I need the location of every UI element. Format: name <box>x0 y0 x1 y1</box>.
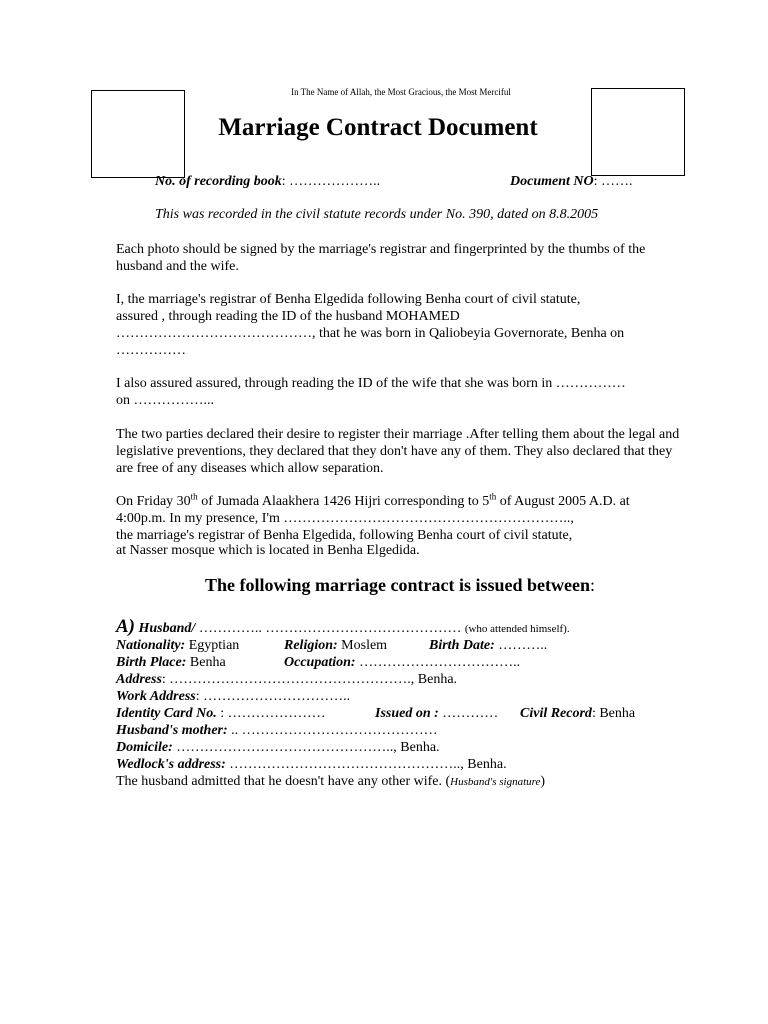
issued-on-label: Issued on : <box>375 706 439 721</box>
address-value: : ……………………………………………., Benha. <box>161 672 458 687</box>
no-other-wife-end: ) <box>540 774 546 789</box>
friday-sup-2: th <box>489 491 497 502</box>
id-card-value: : ………………… <box>216 706 326 721</box>
recording-book-label: No. of recording book <box>155 174 282 189</box>
friday-line-3: the marriage's registrar of Benha Elgedida, following Benha court of civil statute, <box>116 528 573 543</box>
friday-text-b: of Jumada Alaakhera 1426 Hijri corresponding to 5 <box>197 494 490 509</box>
civil-record-field <box>520 705 635 722</box>
issued-on-value: ………… <box>438 706 499 721</box>
registrar-line-1: I, the marriage's registrar of Benha Elgedida following Benha court of civil statute, <box>116 292 581 307</box>
husband-label: Husband/ <box>135 621 196 636</box>
wedlock-address-label: Wedlock's address: <box>116 757 226 772</box>
work-address-label: Work Address <box>116 689 196 704</box>
registrar-line-4: …………… <box>116 343 186 358</box>
work-address-value: : ………………………….. <box>195 689 351 704</box>
registrar-line-3: ……………………………………, that he was born in Qaliobeyia Governorate, Benha on <box>116 326 625 341</box>
religion-label: Religion: <box>284 638 338 653</box>
document-number-label: Document NO <box>510 174 594 189</box>
birth-date-field <box>429 637 547 654</box>
nationality-line <box>116 637 239 654</box>
document-number-value: : ……. <box>593 174 633 189</box>
section-title <box>0 575 768 596</box>
husband-header-line <box>116 617 570 639</box>
occupation-label: Occupation: <box>284 655 356 670</box>
id-card-label: Identity Card No. <box>116 706 217 721</box>
address-line <box>116 671 457 688</box>
husband-name-dots: ………….. …………………………………… <box>195 621 465 636</box>
husband-letter: A) <box>116 616 135 637</box>
birth-place-line <box>116 654 226 671</box>
bismillah-line: In The Name of Allah, the Most Gracious, the Most Merciful <box>291 87 511 97</box>
wife-line-1: I also assured assured, through reading the ID of the wife that she was born in …………… <box>116 376 626 391</box>
registrar-line-2: assured , through reading the ID of the husband MOHAMED <box>116 309 460 324</box>
issued-on-field <box>375 705 498 722</box>
recording-book-line <box>155 174 380 190</box>
wedlock-address-line <box>116 756 507 773</box>
photo-paragraph: Each photo should be signed by the marriage's registrar and fingerprinted by the thumbs of the husband and the wife. <box>116 242 646 274</box>
husband-mother-label: Husband's mother: <box>116 723 228 738</box>
friday-line-2: 4:00p.m. In my presence, I'm …………………………………………………….., <box>116 511 574 526</box>
section-title-colon: : <box>589 575 595 595</box>
nationality-value: Egyptian <box>185 638 240 653</box>
husband-mother-value: .. …………………………………… <box>227 723 438 738</box>
religion-value: Moslem <box>337 638 388 653</box>
no-other-wife-line <box>116 773 545 791</box>
declared-paragraph: The two parties declared their desire to register their marriage .After telling them about the legal and legislative preventions, they declared that they don't have any of them. They also declared that they are free of any diseases which allow separation. <box>116 427 680 476</box>
civil-record-label: Civil Record <box>520 706 592 721</box>
document-number-line <box>510 174 633 190</box>
friday-text-c: of August 2005 A.D. at <box>496 494 630 509</box>
birth-place-value: Benha <box>186 655 226 670</box>
recording-book-value: : ……………….. <box>281 174 381 189</box>
domicile-line <box>116 739 440 756</box>
occupation-value: …………………………….. <box>355 655 521 670</box>
nationality-label: Nationality: <box>116 638 186 653</box>
religion-field <box>284 637 387 654</box>
address-label: Address <box>116 672 162 687</box>
domicile-label: Domicile: <box>116 740 173 755</box>
occupation-field <box>284 654 520 671</box>
work-address-line <box>116 688 350 705</box>
id-card-line <box>116 705 326 722</box>
husband-signature-label: Husband's signature <box>450 776 541 788</box>
recorded-note: This was recorded in the civil statute records under No. 390, dated on 8.8.2005 <box>155 207 599 222</box>
domicile-value: ……………………………………….., Benha. <box>172 740 440 755</box>
civil-record-value: : Benha <box>591 706 636 721</box>
document-title: Marriage Contract Document <box>218 114 538 141</box>
friday-text-a: On Friday 30 <box>116 494 191 509</box>
wife-line-2: on ……………... <box>116 393 214 408</box>
no-other-wife-text: The husband admitted that he doesn't have any other wife. ( <box>116 774 451 789</box>
birth-date-value: ……….. <box>494 638 548 653</box>
birth-date-label: Birth Date: <box>429 638 495 653</box>
friday-line-4: at Nasser mosque which is located in Benha Elgedida. <box>116 543 420 558</box>
friday-line-1 <box>116 493 630 510</box>
section-title-text: The following marriage contract is issued between <box>205 575 590 595</box>
friday-sup-1: th <box>190 491 198 502</box>
husband-mother-line <box>116 722 438 739</box>
birth-place-label: Birth Place: <box>116 655 187 670</box>
husband-attended-note: (who attended himself). <box>464 623 570 635</box>
wedlock-address-value: ………………………………………….., Benha. <box>225 757 507 772</box>
